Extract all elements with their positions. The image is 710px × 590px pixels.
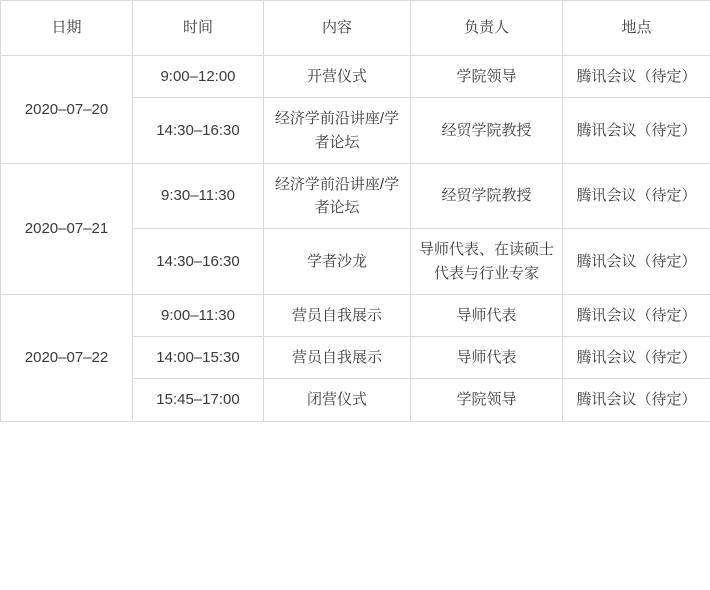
place-cell: 腾讯会议（待定）	[563, 56, 710, 98]
content-cell: 经济学前沿讲座/学者论坛	[264, 98, 411, 164]
column-header-owner: 负责人	[411, 1, 563, 56]
place-cell: 腾讯会议（待定）	[563, 229, 710, 295]
content-cell: 闭营仪式	[264, 379, 411, 421]
owner-cell: 导师代表、在读硕士代表与行业专家	[411, 229, 563, 295]
column-header-time: 时间	[133, 1, 264, 56]
column-header-content: 内容	[264, 1, 411, 56]
time-cell: 15:45–17:00	[133, 379, 264, 421]
time-cell: 14:00–15:30	[133, 337, 264, 379]
time-cell: 14:30–16:30	[133, 98, 264, 164]
date-cell: 2020–07–20	[1, 56, 133, 164]
content-cell: 经济学前沿讲座/学者论坛	[264, 163, 411, 229]
time-cell: 9:00–11:30	[133, 294, 264, 336]
owner-cell: 导师代表	[411, 337, 563, 379]
owner-cell: 经贸学院教授	[411, 98, 563, 164]
time-cell: 14:30–16:30	[133, 229, 264, 295]
owner-cell: 学院领导	[411, 379, 563, 421]
place-cell: 腾讯会议（待定）	[563, 379, 710, 421]
content-cell: 开营仪式	[264, 56, 411, 98]
place-cell: 腾讯会议（待定）	[563, 294, 710, 336]
place-cell: 腾讯会议（待定）	[563, 163, 710, 229]
place-cell: 腾讯会议（待定）	[563, 98, 710, 164]
table-row	[1, 56, 710, 98]
time-cell: 9:00–12:00	[133, 56, 264, 98]
table-row	[1, 294, 710, 336]
content-cell: 营员自我展示	[264, 337, 411, 379]
column-header-place: 地点	[563, 1, 710, 56]
table-row	[1, 163, 710, 229]
table-body	[1, 56, 710, 422]
content-cell: 营员自我展示	[264, 294, 411, 336]
content-cell: 学者沙龙	[264, 229, 411, 295]
table-header-row	[1, 1, 710, 56]
owner-cell: 导师代表	[411, 294, 563, 336]
owner-cell: 学院领导	[411, 56, 563, 98]
place-cell: 腾讯会议（待定）	[563, 337, 710, 379]
owner-cell: 经贸学院教授	[411, 163, 563, 229]
column-header-date: 日期	[1, 1, 133, 56]
time-cell: 9:30–11:30	[133, 163, 264, 229]
date-cell: 2020–07–21	[1, 163, 133, 294]
date-cell: 2020–07–22	[1, 294, 133, 421]
table-header	[1, 1, 710, 56]
